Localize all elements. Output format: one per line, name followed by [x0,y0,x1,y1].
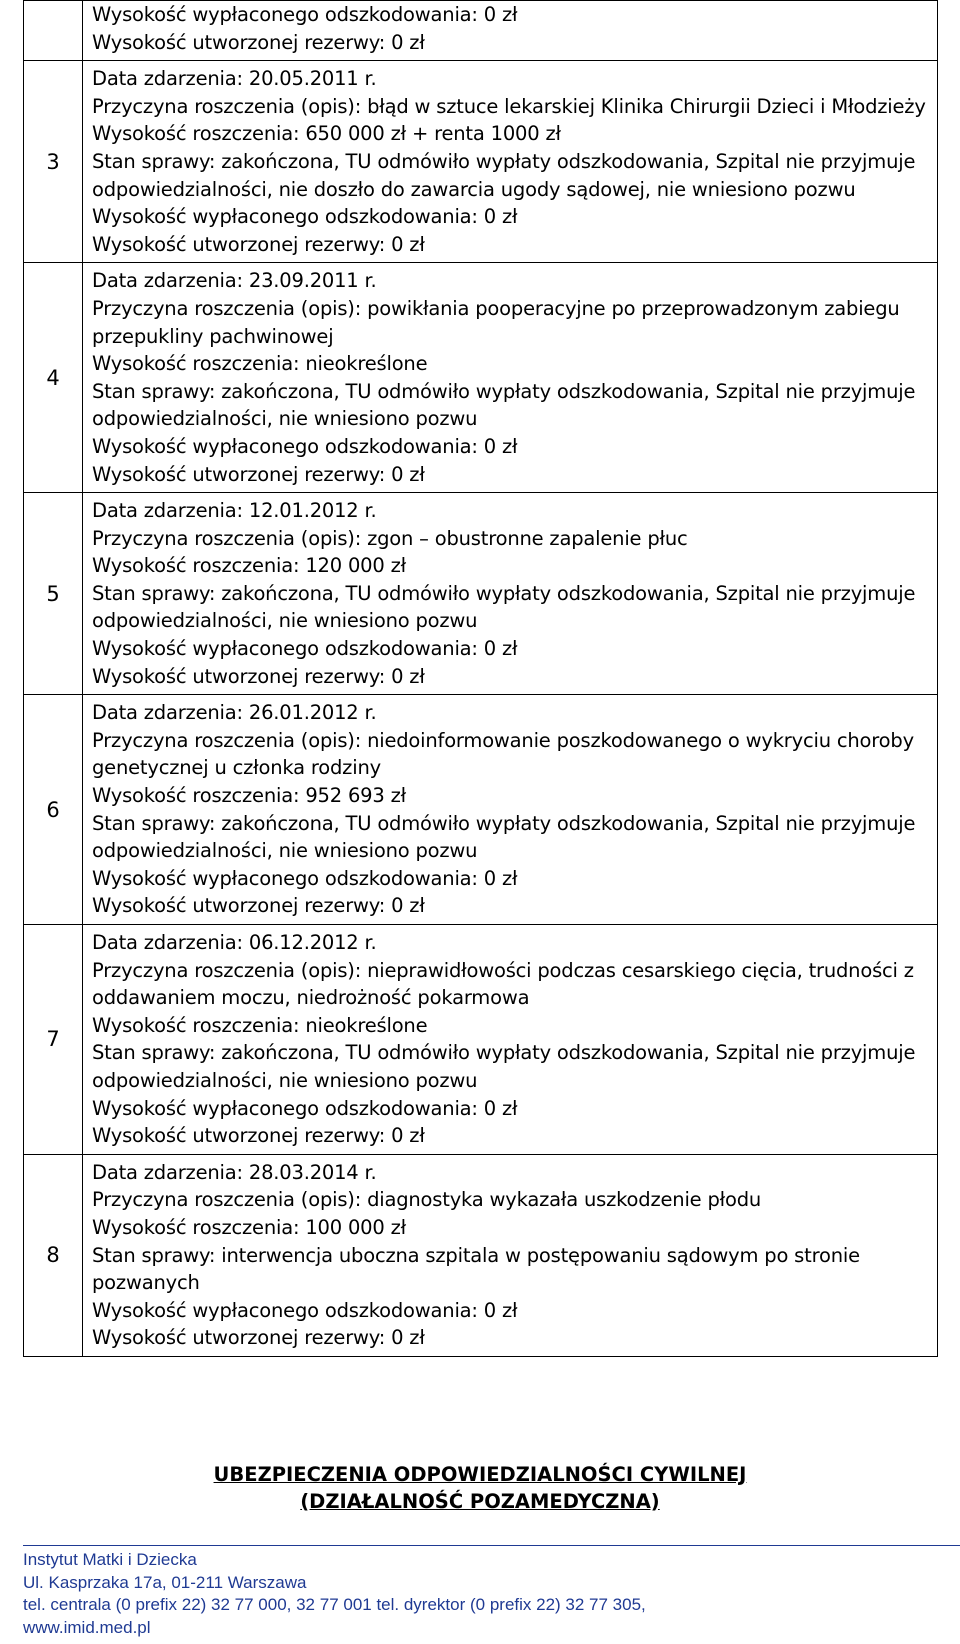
claim-number: 6 [24,695,83,925]
page-footer [23,1549,943,1639]
claim-detail-line: Wysokość roszczenia: 650 000 zł + renta 1000 zł [92,122,561,146]
claim-number: 7 [24,925,83,1155]
footer-phones: tel. centrala (0 prefix 22) 32 77 000, 32 77 001 tel. dyrektor (0 prefix 22) 32 77 305, [23,1595,646,1614]
claim-number: 4 [24,263,83,493]
section-heading [0,1461,960,1515]
footer-divider [23,1545,960,1546]
claim-detail-line: Wysokość roszczenia: 120 000 zł [92,554,406,578]
claim-number: 8 [24,1154,83,1356]
footer-website-link[interactable]: www.imid.med.pl [23,1617,151,1637]
claim-row [24,1,938,61]
claim-detail-line: Data zdarzenia: 06.12.2012 r. [92,931,377,954]
claim-details [83,263,938,493]
claim-detail-line: Wysokość wypłaconego odszkodowania: 0 zł [92,434,518,458]
claim-detail-line: Wysokość utworzonej rezerwy: 0 zł [92,462,425,486]
claim-detail-line: Wysokość utworzonej rezerwy: 0 zł [92,894,425,918]
footer-address: Ul. Kasprzaka 17a, 01-211 Warszawa [23,1572,307,1592]
claim-detail-line: Stan sprawy: interwencja uboczna szpitala w postępowaniu sądowym po stronie pozwanych [92,1243,860,1295]
claim-detail-line: Przyczyna roszczenia (opis): niedoinformowanie poszkodowanego o wykryciu choroby genetycznej u członka rodziny [92,728,914,780]
claim-detail-line: Wysokość wypłaconego odszkodowania: 0 zł [92,1298,518,1322]
claim-number [24,1,83,61]
claim-detail-line: Wysokość wypłaconego odszkodowania: 0 zł [92,637,518,661]
claim-detail-line: Stan sprawy: zakończona, TU odmówiło wypłaty odszkodowania, Szpital nie przyjmuje odpowiedzialności, nie wniesiono pozwu [92,811,916,863]
claim-detail-line: Wysokość utworzonej rezerwy: 0 zł [92,30,425,54]
claim-detail-line: Przyczyna roszczenia (opis): zgon – obustronne zapalenie płuc [92,526,688,550]
claim-detail-line: Wysokość roszczenia: 100 000 zł [92,1215,406,1239]
claim-detail-line: Stan sprawy: zakończona, TU odmówiło wypłaty odszkodowania, Szpital nie przyjmuje odpowiedzialności, nie wniesiono pozwu [92,581,916,633]
claim-detail-line: Stan sprawy: zakończona, TU odmówiło wypłaty odszkodowania, Szpital nie przyjmuje odpowiedzialności, nie wniesiono pozwu [92,1041,916,1092]
claims-table [23,0,938,1357]
claim-detail-line: Wysokość wypłaconego odszkodowania: 0 zł [92,3,518,26]
claim-row [24,695,938,925]
claim-detail-line: Przyczyna roszczenia (opis): diagnostyka wykazała uszkodzenie płodu [92,1188,762,1212]
claim-detail-line: Data zdarzenia: 20.05.2011 r. [92,67,377,91]
claim-details [83,1154,938,1356]
claim-detail-line: Wysokość utworzonej rezerwy: 0 zł [92,1326,425,1350]
claim-detail-line: Przyczyna roszczenia (opis): nieprawidłowości podczas cesarskiego cięcia, trudności z oddawaniem moczu, niedrożność pokarmowa [92,958,914,1010]
claim-detail-line: Wysokość wypłaconego odszkodowania: 0 zł [92,205,518,229]
claim-detail-line: Przyczyna roszczenia (opis): powikłania pooperacyjne po przeprowadzonym zabiegu przepukliny pachwinowej [92,296,900,348]
claim-details [83,61,938,263]
claim-detail-line: Data zdarzenia: 26.01.2012 r. [92,701,377,725]
claim-detail-line: Wysokość roszczenia: nieokreślone [92,1013,428,1037]
claim-details [83,493,938,695]
claim-detail-line: Data zdarzenia: 28.03.2014 r. [92,1160,377,1184]
claim-detail-line: Przyczyna roszczenia (opis): błąd w sztuce lekarskiej Klinika Chirurgii Dzieci i Młodzieży [92,94,926,118]
claim-number: 3 [24,61,83,263]
claim-detail-line: Wysokość roszczenia: nieokreślone [92,352,428,376]
claim-row [24,493,938,695]
claim-detail-line: Wysokość utworzonej rezerwy: 0 zł [92,232,425,256]
claim-detail-line: Wysokość utworzonej rezerwy: 0 zł [92,664,425,688]
claim-detail-line: Stan sprawy: zakończona, TU odmówiło wypłaty odszkodowania, Szpital nie przyjmuje odpowiedzialności, nie doszło do zawarcia ugody sądowej, nie wniesiono pozwu [92,149,916,201]
claim-details [83,925,938,1155]
claims-table-body [24,1,938,1357]
claim-detail-line: Wysokość wypłaconego odszkodowania: 0 zł [92,866,518,890]
claim-detail-line: Data zdarzenia: 12.01.2012 r. [92,499,377,523]
claim-row [24,1154,938,1356]
claim-row [24,263,938,493]
section-heading-line-2: (DZIAŁALNOŚĆ POZAMEDYCZNA) [300,1490,660,1513]
claim-row [24,61,938,263]
section-heading-line-1: UBEZPIECZENIA ODPOWIEDZIALNOŚCI CYWILNEJ [213,1463,747,1486]
claim-detail-line: Stan sprawy: zakończona, TU odmówiło wypłaty odszkodowania, Szpital nie przyjmuje odpowiedzialności, nie wniesiono pozwu [92,379,916,431]
claim-details [83,1,938,61]
footer-institution: Instytut Matki i Dziecka [23,1550,197,1569]
claim-row [24,925,938,1155]
claim-detail-line: Wysokość utworzonej rezerwy: 0 zł [92,1124,425,1148]
claim-number: 5 [24,493,83,695]
claim-detail-line: Wysokość roszczenia: 952 693 zł [92,784,406,808]
claim-details [83,695,938,925]
claim-detail-line: Data zdarzenia: 23.09.2011 r. [92,269,377,293]
claim-detail-line: Wysokość wypłaconego odszkodowania: 0 zł [92,1096,518,1120]
